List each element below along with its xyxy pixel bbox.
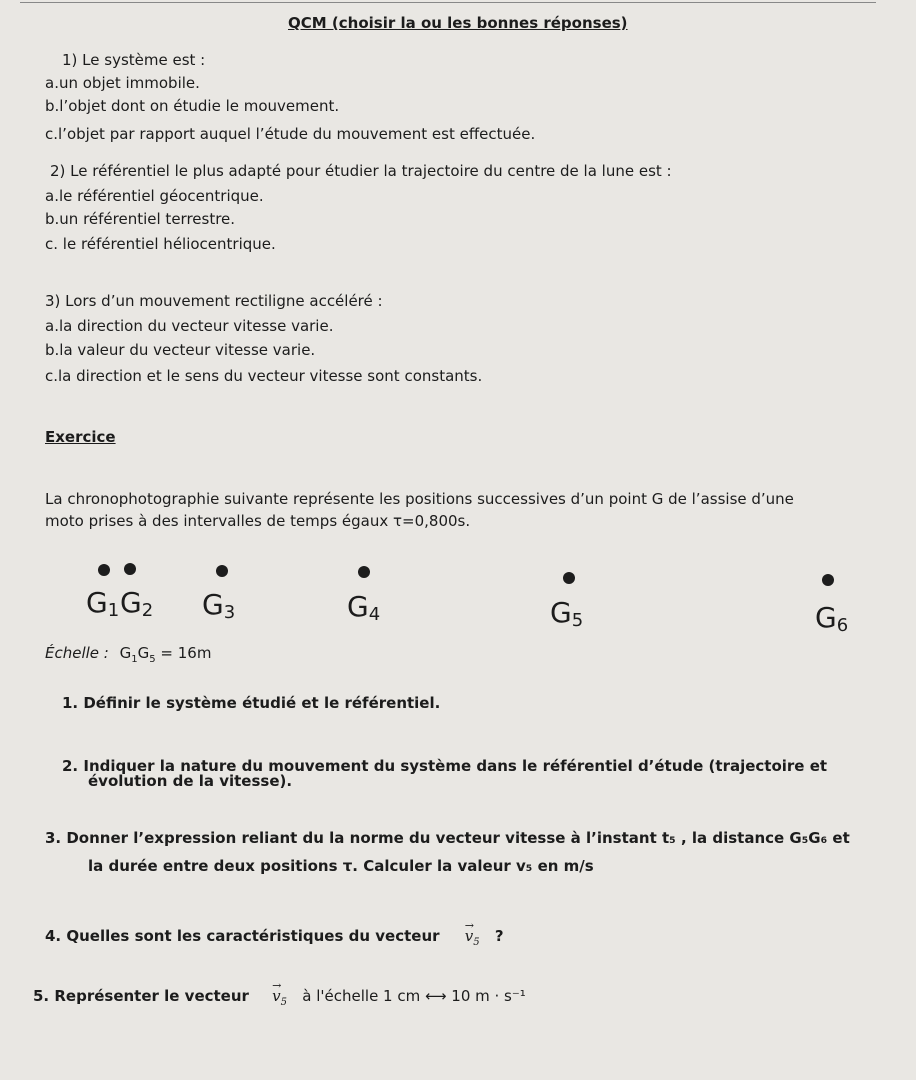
exercise-question-3-line2: la durée entre deux positions τ. Calculer la valeur v₅ en m/s — [88, 857, 594, 875]
question-4-end: ? — [494, 927, 504, 945]
qcm-title: QCM (choisir la ou les bonnes réponses) — [288, 14, 628, 32]
position-label-g3: $G_3$ — [202, 588, 236, 623]
q1-option-a: a.un objet immobile. — [45, 74, 200, 92]
question-5-text: 5. Représenter le vecteur — [33, 987, 249, 1005]
exercise-question-3-line1: 3. Donner l’expression reliant du la norme du vecteur vitesse à l’instant t₅ , la distance G₅G₆ et — [45, 829, 850, 847]
question-4-text: 4. Quelles sont les caractéristiques du vecteur — [45, 927, 440, 945]
exercise-question-5 — [33, 987, 526, 1012]
q3-option-b: b.la valeur du vecteur vitesse varie. — [45, 341, 316, 359]
q3-option-a: a.la direction du vecteur vitesse varie. — [45, 317, 334, 335]
exercise-title: Exercice — [45, 428, 116, 446]
position-label-g2: $G_2$ — [120, 586, 154, 621]
position-dot-g5 — [563, 572, 575, 584]
position-dot-g6 — [822, 574, 834, 586]
exercise-question-2-line2: évolution de la vitesse). — [88, 772, 293, 790]
velocity-vector-symbol: → $v_5$ — [272, 987, 287, 1012]
q2-option-b: b.un référentiel terrestre. — [45, 210, 236, 228]
scale-expression: $G_1G_5 = 16m$ — [119, 644, 212, 665]
q2-question: 2) Le référentiel le plus adapté pour étudier la trajectoire du centre de la lune est : — [50, 162, 672, 180]
position-dot-g3 — [216, 565, 228, 577]
exercise-question-4 — [45, 927, 504, 952]
exercise-question-2-line1: 2. Indiquer la nature du mouvement du système dans le référentiel d’étude (trajectoire et — [62, 757, 828, 775]
scale-note — [45, 644, 211, 669]
q2-option-a: a.le référentiel géocentrique. — [45, 187, 264, 205]
scale-label: Échelle : — [45, 644, 109, 662]
position-dot-g1 — [98, 564, 110, 576]
q2-option-c: c. le référentiel héliocentrique. — [45, 235, 276, 253]
q3-option-c: c.la direction et le sens du vecteur vitesse sont constants. — [45, 367, 483, 385]
position-label-g1: $G_1$ — [86, 586, 120, 621]
page-top-rule — [20, 2, 876, 3]
position-label-g6: $G_6$ — [815, 601, 849, 636]
position-dot-g4 — [358, 566, 370, 578]
position-dot-g2 — [124, 563, 136, 575]
q1-option-c: c.l’objet par rapport auquel l’étude du mouvement est effectuée. — [45, 125, 536, 143]
q1-question: 1) Le système est : — [62, 51, 206, 69]
q1-option-b: b.l’objet dont on étudie le mouvement. — [45, 97, 340, 115]
exercise-intro-line2: moto prises à des intervalles de temps égaux τ=0,800s. — [45, 512, 471, 530]
q3-question: 3) Lors d’un mouvement rectiligne accéléré : — [45, 292, 383, 310]
exercise-question-1: 1. Définir le système étudié et le référentiel. — [62, 694, 441, 712]
velocity-vector-symbol: → $v_5$ — [465, 927, 480, 952]
question-5-scale: à l'échelle 1 cm ⟷ 10 m · s⁻¹ — [302, 987, 526, 1005]
position-label-g5: $G_5$ — [550, 596, 584, 631]
position-label-g4: $G_4$ — [347, 590, 381, 625]
exercise-intro-line1: La chronophotographie suivante représente les positions successives d’un point G de l’assise d’une — [45, 490, 794, 508]
